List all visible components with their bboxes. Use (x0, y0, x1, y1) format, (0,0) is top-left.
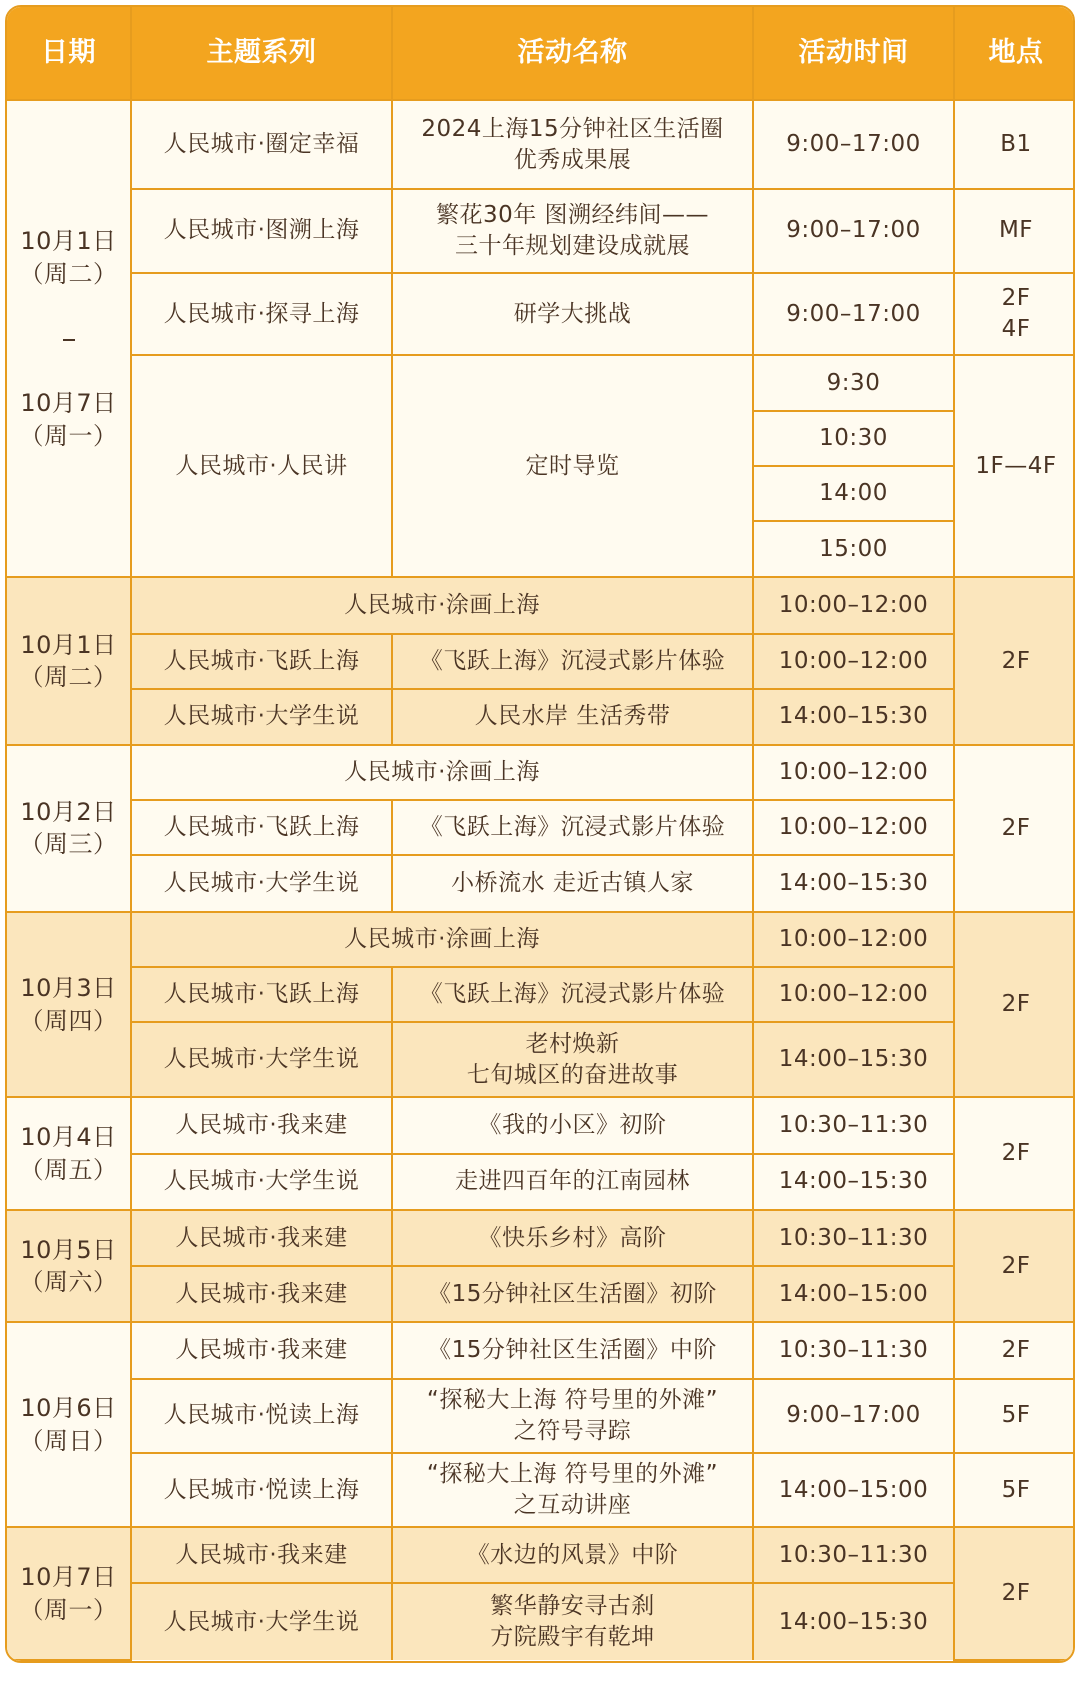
series-cell: 人民城市·圈定幸福 (131, 100, 392, 188)
time-cell: 10:30–11:30 (753, 1322, 954, 1378)
time-cell: 9:00–17:00 (753, 100, 954, 188)
date-cell: 10月4日 （周五） (7, 1097, 131, 1209)
activity-name-cell: 人民水岸 生活秀带 (392, 689, 753, 745)
table-row (7, 1583, 1075, 1660)
activity-name-cell: 研学大挑战 (392, 273, 753, 355)
activity-name-cell: 2024上海15分钟社区生活圈 优秀成果展 (392, 100, 753, 188)
activity-name-cell: 《15分钟社区生活圈》中阶 (392, 1322, 753, 1378)
date-cell: 10月6日 （周日） (7, 1322, 131, 1527)
series-cell: 人民城市·涂画上海 (131, 577, 753, 633)
series-cell: 人民城市·悦读上海 (131, 1379, 392, 1453)
activity-name-cell: 小桥流水 走近古镇人家 (392, 855, 753, 911)
time-cell: 10:00–12:00 (753, 634, 954, 689)
series-cell: 人民城市·大学生说 (131, 1154, 392, 1210)
activity-name-cell: 老村焕新 七旬城区的奋进故事 (392, 1022, 753, 1097)
table-row (7, 912, 1075, 967)
time-cell: 15:00 (753, 521, 954, 577)
time-cell: 9:00–17:00 (753, 1379, 954, 1453)
time-cell: 14:00–15:00 (753, 1266, 954, 1322)
place-cell: MF (954, 189, 1075, 273)
activity-name-cell: 走进四百年的江南园林 (392, 1154, 753, 1210)
schedule-table (7, 7, 1075, 1661)
series-cell: 人民城市·大学生说 (131, 1583, 392, 1660)
series-cell: 人民城市·我来建 (131, 1527, 392, 1583)
place-cell: 2F (954, 1322, 1075, 1378)
series-cell: 人民城市·大学生说 (131, 689, 392, 745)
activity-name-cell: 《快乐乡村》高阶 (392, 1210, 753, 1266)
table-row (7, 1453, 1075, 1527)
table-row (7, 800, 1075, 855)
date-range-start: 10月1日 （周二） (19, 227, 118, 288)
place-cell: 5F (954, 1453, 1075, 1527)
series-cell: 人民城市·我来建 (131, 1210, 392, 1266)
time-cell: 10:30 (753, 411, 954, 466)
series-cell: 人民城市·大学生说 (131, 855, 392, 911)
time-cell: 10:30–11:30 (753, 1097, 954, 1153)
time-cell: 9:30 (753, 355, 954, 410)
activity-name-cell: 定时导览 (392, 355, 753, 577)
header-time: 活动时间 (753, 7, 954, 100)
date-cell: 10月7日 （周一） (7, 1527, 131, 1660)
activity-name-cell: 《我的小区》初阶 (392, 1097, 753, 1153)
table-row (7, 577, 1075, 633)
time-cell: 14:00 (753, 466, 954, 521)
activity-name-cell: 《15分钟社区生活圈》初阶 (392, 1266, 753, 1322)
header-series: 主题系列 (131, 7, 392, 100)
table-row (7, 689, 1075, 745)
table-row (7, 189, 1075, 273)
table-row (7, 1527, 1075, 1583)
table-row (7, 855, 1075, 911)
place-cell: 5F (954, 1379, 1075, 1453)
series-cell: 人民城市·我来建 (131, 1097, 392, 1153)
table-row (7, 1266, 1075, 1322)
date-range-end: 10月7日 （周一） (19, 389, 118, 450)
series-cell: 人民城市·涂画上海 (131, 745, 753, 800)
place-cell: 2F (954, 745, 1075, 912)
time-cell: 14:00–15:00 (753, 1453, 954, 1527)
time-cell: 14:00–15:30 (753, 1154, 954, 1210)
header-date: 日期 (7, 7, 131, 100)
time-cell: 9:00–17:00 (753, 189, 954, 273)
time-cell: 10:00–12:00 (753, 745, 954, 800)
time-cell: 10:30–11:30 (753, 1527, 954, 1583)
activity-name-cell: 《水边的风景》中阶 (392, 1527, 753, 1583)
place-cell: 2F (954, 1527, 1075, 1660)
activity-name-cell: 《飞跃上海》沉浸式影片体验 (392, 800, 753, 855)
table-row (7, 745, 1075, 800)
series-cell: 人民城市·飞跃上海 (131, 967, 392, 1022)
time-cell: 10:00–12:00 (753, 800, 954, 855)
series-cell: 人民城市·探寻上海 (131, 273, 392, 355)
date-cell: 10月1日 （周二） (7, 577, 131, 745)
date-cell: 10月5日 （周六） (7, 1210, 131, 1322)
date-range-cell (7, 100, 131, 577)
time-cell: 10:00–12:00 (753, 912, 954, 967)
series-cell: 人民城市·大学生说 (131, 1022, 392, 1097)
activity-name-cell: “探秘大上海 符号里的外滩” 之符号寻踪 (392, 1379, 753, 1453)
date-cell: 10月3日 （周四） (7, 912, 131, 1098)
date-range-dash (63, 339, 75, 341)
series-cell: 人民城市·悦读上海 (131, 1453, 392, 1527)
time-cell: 14:00–15:30 (753, 1583, 954, 1660)
table-row (7, 355, 1075, 410)
place-cell: 1F—4F (954, 355, 1075, 577)
activity-name-cell: “探秘大上海 符号里的外滩” 之互动讲座 (392, 1453, 753, 1527)
date-cell: 10月2日 （周三） (7, 745, 131, 912)
table-row (7, 1379, 1075, 1453)
time-cell: 14:00–15:30 (753, 1022, 954, 1097)
activity-name-cell: 繁花30年 图溯经纬间—— 三十年规划建设成就展 (392, 189, 753, 273)
series-cell: 人民城市·涂画上海 (131, 912, 753, 967)
place-cell: 2F (954, 912, 1075, 1098)
time-cell: 10:00–12:00 (753, 967, 954, 1022)
series-cell: 人民城市·人民讲 (131, 355, 392, 577)
series-cell: 人民城市·飞跃上海 (131, 634, 392, 689)
header-name: 活动名称 (392, 7, 753, 100)
series-cell: 人民城市·飞跃上海 (131, 800, 392, 855)
header-place: 地点 (954, 7, 1075, 100)
table-row (7, 273, 1075, 355)
series-cell: 人民城市·我来建 (131, 1322, 392, 1378)
schedule-table-frame (5, 5, 1075, 1663)
table-row (7, 1097, 1075, 1153)
series-cell: 人民城市·图溯上海 (131, 189, 392, 273)
activity-name-cell: 《飞跃上海》沉浸式影片体验 (392, 634, 753, 689)
place-cell: 2F (954, 577, 1075, 745)
place-cell: B1 (954, 100, 1075, 188)
activity-name-cell: 繁华静安寻古刹 方院殿宇有乾坤 (392, 1583, 753, 1660)
header-row (7, 7, 1075, 100)
time-cell: 10:30–11:30 (753, 1210, 954, 1266)
table-row (7, 967, 1075, 1022)
time-cell: 14:00–15:30 (753, 855, 954, 911)
place-cell: 2F (954, 1097, 1075, 1209)
place-cell: 2F 4F (954, 273, 1075, 355)
table-row (7, 634, 1075, 689)
table-row (7, 1022, 1075, 1097)
time-cell: 14:00–15:30 (753, 689, 954, 745)
table-row (7, 1210, 1075, 1266)
activity-name-cell: 《飞跃上海》沉浸式影片体验 (392, 967, 753, 1022)
table-row (7, 1322, 1075, 1378)
table-row (7, 1154, 1075, 1210)
series-cell: 人民城市·我来建 (131, 1266, 392, 1322)
place-cell: 2F (954, 1210, 1075, 1322)
time-cell: 9:00–17:00 (753, 273, 954, 355)
table-row (7, 100, 1075, 188)
time-cell: 10:00–12:00 (753, 577, 954, 633)
